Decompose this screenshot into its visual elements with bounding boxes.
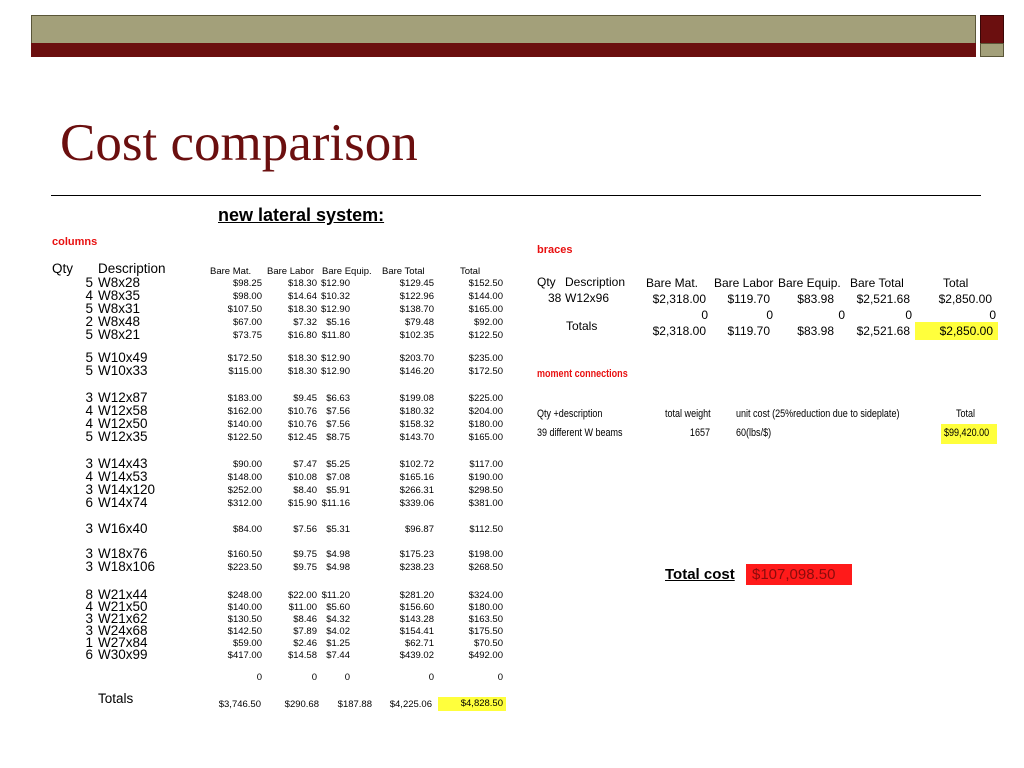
row-description: W12x35 (98, 429, 148, 444)
description-header: Description (98, 261, 166, 276)
braces-total: $2,850.00 (938, 292, 992, 306)
row-value: $98.25 (232, 278, 262, 289)
row-value: $248.00 (227, 590, 262, 601)
total-bare-mat: $3,746.50 (218, 699, 261, 710)
braces-label: braces (537, 244, 573, 256)
braces-bare-total: $2,521.68 (856, 292, 910, 306)
row-value: $140.00 (227, 419, 262, 430)
row-qty: 5 (85, 301, 93, 316)
row-value: $18.30 (287, 278, 317, 289)
moment-total: $99,420.00 (944, 427, 990, 439)
row-value: $252.00 (227, 485, 262, 496)
braces-zero-cell: 0 (838, 308, 845, 322)
total-bare-labor: $290.68 (284, 699, 319, 710)
row-qty: 6 (85, 495, 93, 510)
row-value: $8.40 (293, 485, 317, 496)
row-value: $183.00 (227, 393, 262, 404)
braces-bare-mat: $2,318.00 (652, 292, 706, 306)
braces-desc: W12x96 (565, 291, 610, 305)
row-value: $165.16 (399, 472, 434, 483)
row-value: $90.00 (232, 459, 262, 470)
row-description: W8x28 (98, 275, 141, 290)
zero-cell: 0 (344, 672, 350, 683)
row-value: $11.20 (321, 590, 350, 601)
top-accent-bar (31, 15, 976, 44)
row-value: $9.45 (293, 393, 317, 404)
slide-title: Cost comparison (60, 114, 418, 172)
braces-total-bare-total: $2,521.68 (856, 324, 910, 338)
row-value: $70.50 (473, 638, 503, 649)
row-value: $492.00 (468, 650, 503, 661)
row-value: $146.20 (399, 366, 434, 377)
row-value: $107.50 (227, 304, 262, 315)
row-value: $7.56 (326, 406, 350, 417)
row-value: $199.08 (399, 393, 434, 404)
braces-bare-equip-header: Bare Equip. (778, 276, 841, 290)
row-value: $7.47 (293, 459, 317, 470)
braces-desc-header: Description (565, 275, 626, 289)
row-value: $144.00 (468, 291, 503, 302)
row-value: $7.89 (293, 626, 317, 637)
row-value: $5.25 (326, 459, 350, 470)
braces-qty-header: Qty (537, 275, 556, 289)
zero-cell: 0 (428, 672, 434, 683)
row-value: $122.50 (468, 330, 503, 341)
row-value: $59.00 (232, 638, 262, 649)
row-qty: 5 (85, 429, 93, 444)
totals-label: Totals (98, 691, 134, 706)
row-value: $12.90 (320, 353, 350, 364)
row-value: $5.16 (326, 317, 350, 328)
row-value: $165.00 (468, 432, 503, 443)
braces-zero-cell: 0 (766, 308, 773, 322)
row-value: $12.90 (320, 304, 350, 315)
row-value: $11.00 (288, 602, 317, 613)
row-value: $158.32 (399, 419, 434, 430)
row-description: W14x120 (98, 482, 156, 497)
row-qty: 5 (85, 327, 93, 342)
row-value: $18.30 (287, 366, 317, 377)
braces-bare-equip: $83.98 (797, 292, 834, 306)
row-value: $148.00 (227, 472, 262, 483)
row-value: $129.45 (399, 278, 434, 289)
row-qty: 2 (85, 314, 93, 329)
row-value: $22.00 (287, 590, 317, 601)
row-value: $62.71 (404, 638, 434, 649)
row-value: $172.50 (468, 366, 503, 377)
row-value: $14.58 (287, 650, 317, 661)
row-value: $10.32 (320, 291, 350, 302)
row-value: $225.00 (468, 393, 503, 404)
row-value: $122.50 (227, 432, 262, 443)
braces-zero-cell: 0 (989, 308, 996, 322)
row-value: $73.75 (232, 330, 262, 341)
row-qty: 5 (85, 350, 93, 365)
moment-total-weight-header: total weight (665, 408, 711, 420)
row-value: $163.50 (468, 614, 503, 625)
row-description: W8x21 (98, 327, 141, 342)
row-value: $1.25 (326, 638, 350, 649)
row-value: $16.80 (287, 330, 317, 341)
header-total: Total (460, 266, 481, 277)
grand-total-columns: $4,828.50 (438, 697, 506, 711)
row-qty: 3 (85, 521, 93, 536)
title-divider (51, 195, 981, 196)
row-value: $92.00 (473, 317, 503, 328)
row-value: $165.00 (468, 304, 503, 315)
row-value: $9.75 (293, 549, 317, 560)
row-value: $324.00 (468, 590, 503, 601)
row-value: $6.63 (326, 393, 350, 404)
row-description: W12x87 (98, 390, 148, 405)
row-description: W8x35 (98, 288, 141, 303)
row-value: $143.70 (399, 432, 434, 443)
row-value: $4.98 (326, 549, 350, 560)
moment-qty-desc-header: Qty +description (537, 408, 603, 420)
row-value: $15.90 (287, 498, 317, 509)
braces-total-bare-labor: $119.70 (727, 324, 770, 338)
row-value: $198.00 (468, 549, 503, 560)
zero-cell: 0 (311, 672, 317, 683)
row-description: W30x99 (98, 647, 148, 662)
row-value: $154.41 (399, 626, 434, 637)
row-description: W10x49 (98, 350, 148, 365)
row-value: $298.50 (468, 485, 503, 496)
row-value: $130.50 (227, 614, 262, 625)
row-value: $18.30 (287, 304, 317, 315)
row-value: $96.87 (404, 524, 434, 535)
braces-total-bare-equip: $83.98 (797, 324, 834, 338)
row-value: $162.00 (227, 406, 262, 417)
row-value: $7.08 (326, 472, 350, 483)
header-bare-equip: Bare Equip. (322, 266, 372, 277)
row-value: $152.50 (468, 278, 503, 289)
moment-connections-label: moment connections (537, 368, 628, 380)
row-value: $203.70 (399, 353, 434, 364)
row-description: W24x68 (98, 623, 148, 638)
row-value: $5.31 (326, 524, 350, 535)
row-qty: 3 (85, 482, 93, 497)
total-bare-total: $4,225.06 (389, 699, 432, 710)
row-value: $2.46 (293, 638, 317, 649)
braces-zero-cell: 0 (701, 308, 708, 322)
row-value: $12.90 (320, 278, 350, 289)
row-qty: 5 (85, 275, 93, 290)
row-value: $11.80 (321, 330, 350, 341)
row-qty: 4 (85, 403, 93, 418)
row-description: W8x48 (98, 314, 141, 329)
row-qty: 3 (85, 456, 93, 471)
row-value: $12.45 (287, 432, 317, 443)
row-value: $84.00 (232, 524, 262, 535)
row-qty: 4 (85, 416, 93, 431)
row-value: $235.00 (468, 353, 503, 364)
row-description: W18x106 (98, 559, 156, 574)
braces-bare-mat-header: Bare Mat. (646, 276, 699, 290)
row-value: $18.30 (287, 353, 317, 364)
row-value: $439.02 (399, 650, 434, 661)
top-corner-square (980, 15, 1004, 44)
row-qty: 8 (85, 587, 93, 602)
braces-bare-labor-header: Bare Labor (714, 276, 774, 290)
row-value: $10.08 (287, 472, 317, 483)
row-value: $4.02 (326, 626, 350, 637)
row-qty: 6 (85, 647, 93, 662)
row-qty: 5 (85, 363, 93, 378)
row-value: $67.00 (232, 317, 262, 328)
row-value: $339.06 (399, 498, 434, 509)
row-description: W27x84 (98, 635, 148, 650)
braces-total-bare-mat: $2,318.00 (652, 324, 706, 338)
row-qty: 3 (85, 390, 93, 405)
row-value: $175.50 (468, 626, 503, 637)
top-dark-bar (31, 43, 976, 57)
row-value: $190.00 (468, 472, 503, 483)
row-description: W18x76 (98, 546, 148, 561)
row-qty: 4 (85, 469, 93, 484)
row-qty: 3 (85, 611, 93, 626)
moment-description: 39 different W beams (537, 427, 623, 439)
row-value: $4.32 (326, 614, 350, 625)
row-value: $117.00 (469, 459, 503, 470)
row-value: $4.98 (326, 562, 350, 573)
total-bare-equip: $187.88 (337, 699, 372, 710)
row-qty: 3 (85, 546, 93, 561)
row-value: $7.32 (293, 317, 317, 328)
row-value: $281.20 (399, 590, 434, 601)
row-value: $143.28 (399, 614, 434, 625)
row-value: $175.23 (399, 549, 434, 560)
braces-totals-label: Totals (566, 319, 598, 333)
header-bare-mat: Bare Mat. (210, 266, 252, 277)
braces-bare-labor: $119.70 (727, 292, 770, 306)
row-value: $5.60 (326, 602, 350, 613)
row-qty: 4 (85, 288, 93, 303)
row-value: $5.91 (326, 485, 350, 496)
row-value: $140.00 (227, 602, 262, 613)
row-value: $223.50 (227, 562, 262, 573)
braces-qty: 38 (548, 291, 562, 305)
row-value: $381.00 (468, 498, 503, 509)
row-value: $142.50 (227, 626, 262, 637)
row-value: $180.00 (468, 419, 503, 430)
total-cost-label: Total cost (665, 566, 735, 583)
moment-unit-cost: 60(lbs/$) (736, 427, 772, 439)
row-description: W10x33 (98, 363, 148, 378)
row-value: $98.00 (232, 291, 262, 302)
row-value: $160.50 (227, 549, 262, 560)
row-description: W14x74 (98, 495, 148, 510)
row-value: $9.75 (293, 562, 317, 573)
row-description: W21x62 (98, 611, 148, 626)
row-value: $102.35 (399, 330, 434, 341)
row-value: $115.00 (228, 366, 262, 377)
row-value: $156.60 (399, 602, 434, 613)
row-description: W8x31 (98, 301, 141, 316)
qty-header: Qty (52, 261, 74, 276)
row-value: $79.48 (404, 317, 434, 328)
row-description: W14x43 (98, 456, 148, 471)
row-value: $7.56 (326, 419, 350, 430)
row-value: $268.50 (468, 562, 503, 573)
row-description: W12x50 (98, 416, 148, 431)
row-value: $7.44 (326, 650, 350, 661)
row-value: $10.76 (287, 419, 317, 430)
braces-total-header: Total (943, 276, 969, 290)
braces-bare-total-header: Bare Total (850, 276, 904, 290)
row-value: $7.56 (293, 524, 317, 535)
row-description: W14x53 (98, 469, 148, 484)
header-bare-total: Bare Total (382, 266, 425, 277)
row-value: $417.00 (227, 650, 262, 661)
row-value: $180.32 (399, 406, 434, 417)
row-qty: 3 (85, 559, 93, 574)
row-value: $180.00 (468, 602, 503, 613)
new-lateral-system-heading: new lateral system: (218, 205, 385, 225)
row-qty: 3 (85, 623, 93, 638)
row-value: $112.50 (469, 524, 503, 535)
braces-grand-total: $2,850.00 (915, 322, 998, 340)
row-value: $204.00 (468, 406, 503, 417)
total-cost-value: $107,098.50 (746, 564, 852, 585)
row-value: $12.90 (320, 366, 350, 377)
row-description: W12x58 (98, 403, 148, 418)
header-bare-labor: Bare Labor (267, 266, 315, 277)
row-value: $102.72 (399, 459, 434, 470)
zero-cell: 0 (256, 672, 262, 683)
top-corner-square-lower (980, 43, 1004, 57)
row-value: $14.64 (287, 291, 317, 302)
moment-total-header: Total (956, 408, 976, 420)
moment-unit-cost-header: unit cost (25%reduction due to sideplate) (736, 408, 900, 420)
row-value: $312.00 (227, 498, 262, 509)
row-value: $8.75 (326, 432, 350, 443)
row-qty: 1 (85, 635, 93, 650)
moment-total-weight: 1657 (689, 427, 710, 439)
row-description: W16x40 (98, 521, 148, 536)
braces-zero-cell: 0 (905, 308, 912, 322)
row-value: $238.23 (399, 562, 434, 573)
row-value: $266.31 (399, 485, 434, 496)
columns-label: columns (52, 236, 98, 248)
row-value: $10.76 (287, 406, 317, 417)
row-value: $8.46 (293, 614, 317, 625)
zero-cell: 0 (497, 672, 503, 683)
row-qty: 4 (85, 599, 93, 614)
row-description: W21x50 (98, 599, 148, 614)
row-value: $11.16 (321, 498, 350, 509)
row-description: W21x44 (98, 587, 148, 602)
row-value: $122.96 (399, 291, 434, 302)
row-value: $138.70 (399, 304, 434, 315)
row-value: $172.50 (227, 353, 262, 364)
